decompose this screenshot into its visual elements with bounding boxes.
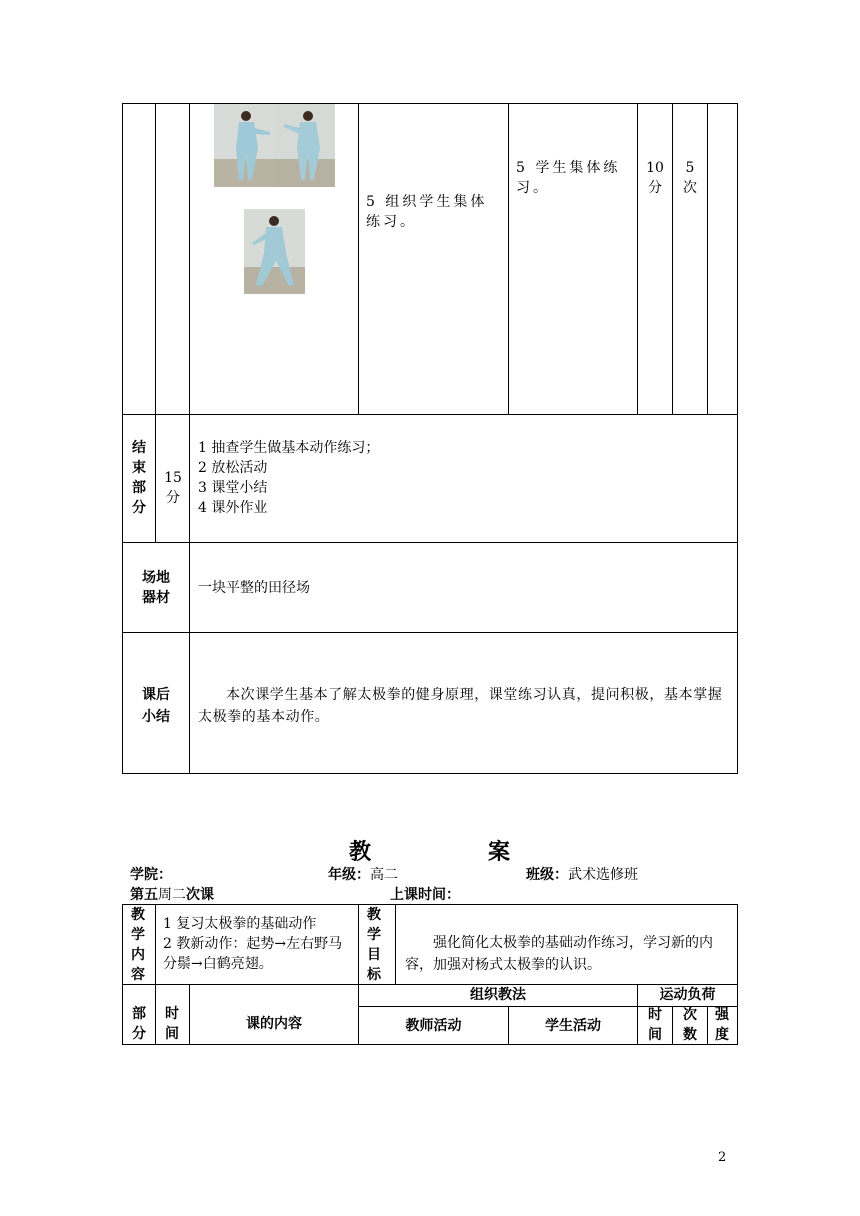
venue-label: 场地 器材: [142, 570, 170, 606]
class-field: 班级：武术选修班: [526, 867, 638, 883]
plan-week-line: [0, 885, 860, 905]
practice-count: 5 次: [683, 160, 697, 196]
taiji-photo-3: [244, 209, 305, 294]
teacher-practice-text: 5 组织学生集体练习。: [366, 194, 488, 230]
summary-content: 本次课学生基本了解太极拳的健身原理，课堂练习认真，提问积极，基本掌握太极拳的基本动作。: [198, 687, 723, 725]
plan-info-line: [0, 865, 860, 885]
ending-part-label: 结 束 部 分: [132, 440, 146, 516]
ending-time: 15 分: [164, 470, 182, 506]
content-item: 1 复习太极拳的基础动作: [163, 916, 317, 932]
summary-label: 课后 小结: [142, 687, 170, 725]
college-label: 学院：: [130, 867, 172, 883]
ending-item: 4 课外作业: [198, 500, 268, 516]
header-load: 运动负荷: [659, 987, 716, 1003]
teaching-content-label: 教 学 内 容: [131, 907, 145, 983]
venue-content: 一块平整的田径场: [198, 580, 310, 596]
header-load-count: 次 数: [683, 1007, 697, 1043]
page-number: 2: [718, 1150, 727, 1165]
practice-time: 10 分: [646, 160, 664, 196]
taiji-photo-1: [214, 104, 274, 187]
ending-item: 1 抽查学生做基本动作练习；: [198, 440, 380, 456]
week-field: 第五周二次课: [130, 887, 214, 903]
header-load-time: 时 间: [648, 1007, 662, 1043]
header-load-intensity: 强 度: [715, 1007, 729, 1043]
taiji-photo-2: [274, 104, 335, 187]
class-time-label: 上课时间：: [390, 887, 460, 903]
student-practice-text: 5 学生集体练习。: [516, 160, 621, 196]
header-teacher-activity: 教师活动: [405, 1018, 462, 1034]
ending-items: [198, 438, 728, 518]
content-item: 2 教新动作：起势→左右野马分鬃→白鹤亮翅。: [163, 936, 343, 972]
header-lesson-content: 课的内容: [246, 1016, 302, 1032]
header-part: 部 分: [132, 1006, 146, 1042]
teaching-goal-text: 强化简化太极拳的基础动作练习，学习新的内容，加强对杨式太极拳的认识。: [405, 935, 713, 973]
plan-title: 教 案: [349, 840, 511, 865]
header-student-activity: 学生活动: [545, 1018, 601, 1034]
grade-field: 年级：高二: [328, 867, 398, 883]
ending-item: 3 课堂小结: [198, 480, 268, 496]
ending-item: 2 放松活动: [198, 460, 268, 476]
header-org-method: 组织教法: [470, 987, 526, 1003]
header-time: 时 间: [165, 1006, 179, 1042]
teaching-goal-label: 教 学 目 标: [367, 907, 381, 983]
teaching-content-items: [163, 914, 355, 974]
